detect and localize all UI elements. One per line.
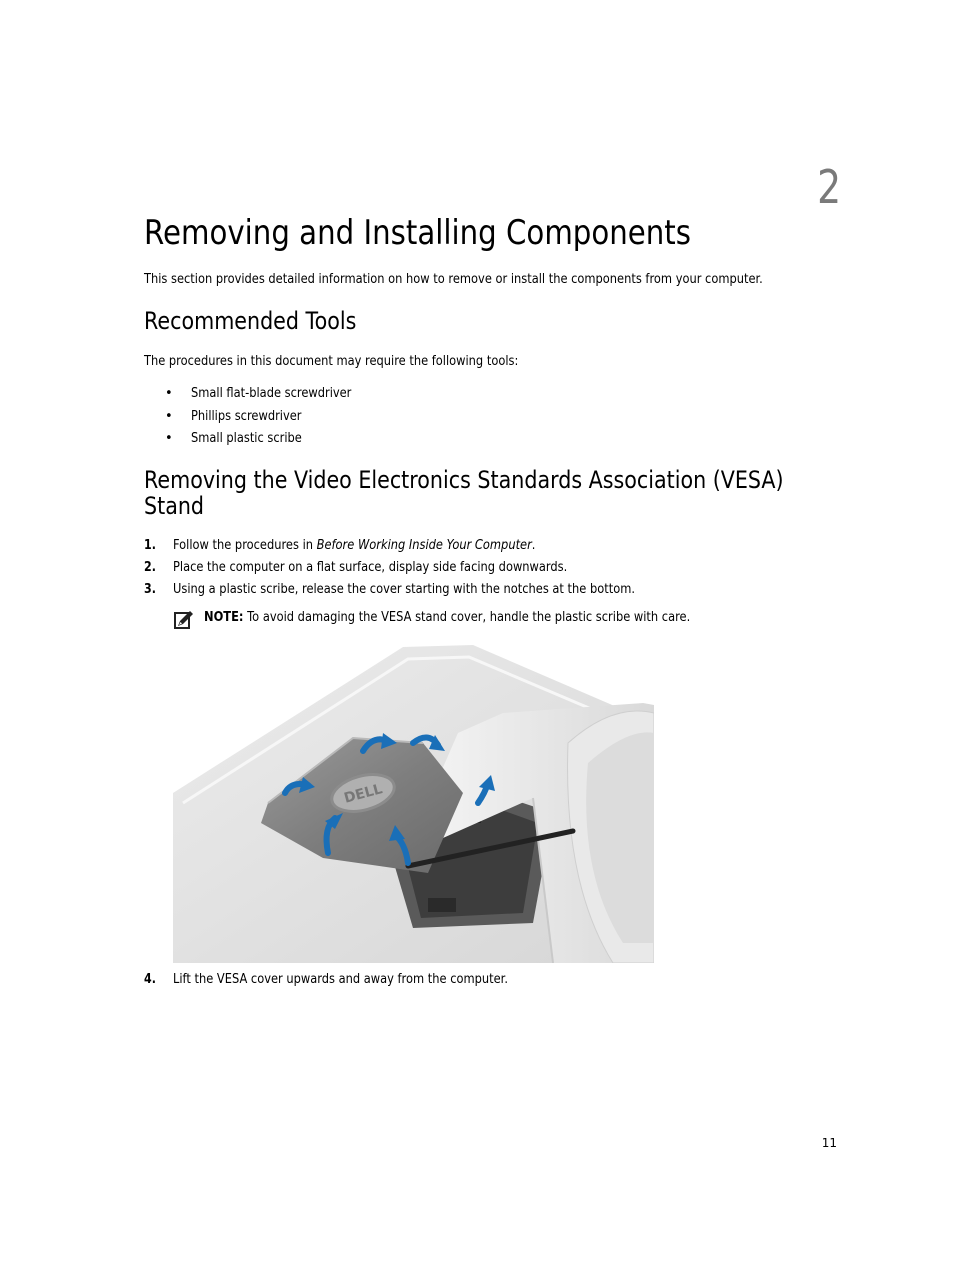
tools-heading: Recommended Tools (144, 307, 357, 335)
tools-list (165, 385, 373, 453)
note-label: NOTE: (204, 610, 244, 625)
bullet-icon: • (165, 408, 173, 424)
page-number: 11 (821, 1136, 837, 1150)
list-item: • Small flat-blade screwdriver (165, 386, 352, 401)
note-pencil-icon (173, 609, 195, 631)
bullet-icon: • (165, 386, 173, 401)
note-text: To avoid damaging the VESA stand cover, handle the plastic scribe with care. (243, 610, 691, 625)
reference-link: Before Working Inside Your Computer (316, 538, 532, 553)
chapter-number: 2 (816, 160, 840, 214)
tools-intro: The procedures in this document may require the following tools: (144, 354, 519, 369)
list-item: • Phillips screwdriver (165, 408, 302, 424)
chapter-intro: This section provides detailed information on how to remove or install the components from your computer. (144, 272, 763, 287)
dell-logo-text: DELL (342, 781, 385, 807)
vesa-heading-line2: Stand (144, 492, 205, 520)
document-page: 2 Removing and Installing Components This section provides detailed information on how to remove or install the components from your computer. Recommended Tools The procedures in this document may require the following tools: • Small flat-blade screwdriver • Phillips screwdriver • Small plastic scribe Removing the Video Electronics Standards Association (VESA) Stand 1. Follow the procedures in Before Working Inside Your Computer. 2. Place the computer on a flat surface, display side facing downwards. 3. Using a plastic scribe, release the cover starting with the notches at the bottom. NOTE: To avoid damaging the VESA stand cover, handle the plastic scribe with care. DELL 4. Lift the VESA cover upwards and away from the computer. 11 (144, 160, 840, 1150)
list-item: • Small plastic scribe (165, 431, 302, 446)
vesa-cover-removal-illustration (173, 643, 654, 963)
vesa-heading (144, 467, 784, 519)
chapter-title: Removing and Installing Components (144, 213, 692, 253)
bullet-icon: • (165, 431, 173, 446)
figure-svg (173, 643, 654, 963)
vesa-heading-line1: Removing the Video Electronics Standards Association (VESA) (144, 466, 784, 494)
